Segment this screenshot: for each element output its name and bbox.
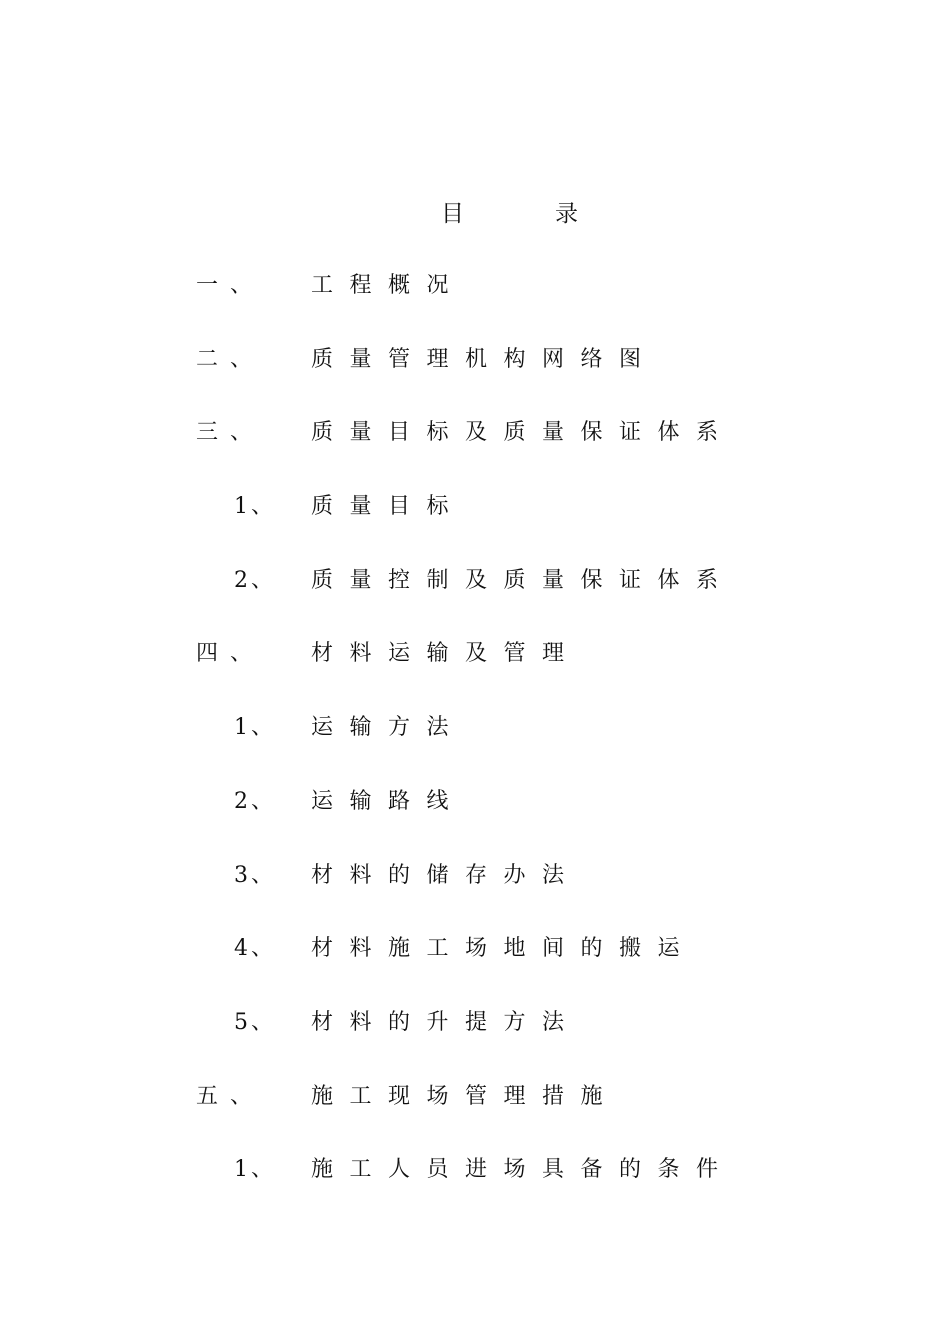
toc-entry-title: 质量管理机构网络图 bbox=[311, 346, 658, 372]
toc-entry-title: 质量目标 bbox=[311, 494, 466, 520]
toc-entry-number: 1、 bbox=[234, 494, 276, 520]
toc-entry-5 bbox=[0, 1079, 950, 1153]
toc-entry-number: 四、 bbox=[196, 641, 265, 667]
toc-title-char-2: 录 bbox=[555, 201, 578, 227]
toc-entry-number: 3、 bbox=[234, 862, 276, 888]
toc-entry-4 bbox=[0, 636, 950, 710]
toc-entry-2 bbox=[0, 342, 950, 416]
toc-entry-number: 二、 bbox=[196, 346, 265, 372]
toc-entry-5-1 bbox=[0, 1152, 950, 1226]
toc-entry-4-2 bbox=[0, 784, 950, 858]
toc-entry-number: 一、 bbox=[196, 273, 265, 298]
toc-entry-title: 运输路线 bbox=[311, 788, 466, 814]
toc-entry-number: 2、 bbox=[234, 788, 276, 814]
toc-entry-title: 材料施工场地间的搬运 bbox=[311, 936, 697, 962]
toc-entry-number: 五、 bbox=[196, 1083, 265, 1109]
toc-entry-4-3 bbox=[0, 858, 950, 932]
toc-entry-4-5 bbox=[0, 1005, 950, 1079]
toc-list bbox=[0, 268, 950, 1226]
toc-entry-title: 材料的储存办法 bbox=[311, 862, 581, 888]
toc-entry-title: 质量控制及质量保证体系 bbox=[311, 567, 735, 593]
toc-entry-3-2 bbox=[0, 563, 950, 637]
toc-entry-3-1 bbox=[0, 489, 950, 563]
toc-title bbox=[0, 196, 950, 232]
toc-entry-title: 工程概况 bbox=[311, 273, 466, 298]
toc-entry-number: 4、 bbox=[234, 936, 276, 962]
toc-entry-number: 1、 bbox=[234, 715, 276, 741]
toc-entry-3 bbox=[0, 415, 950, 489]
toc-entry-number: 三、 bbox=[196, 420, 265, 446]
toc-entry-4-1 bbox=[0, 710, 950, 784]
toc-entry-title: 质量目标及质量保证体系 bbox=[311, 420, 735, 446]
toc-entry-title: 施工人员进场具备的条件 bbox=[311, 1157, 735, 1183]
toc-entry-number: 2、 bbox=[234, 567, 276, 593]
toc-entry-title: 施工现场管理措施 bbox=[311, 1083, 620, 1109]
toc-title-char-1: 目 bbox=[441, 201, 464, 227]
toc-entry-title: 运输方法 bbox=[311, 715, 466, 741]
toc-entry-number: 5、 bbox=[234, 1009, 276, 1035]
toc-entry-4-4 bbox=[0, 931, 950, 1005]
toc-entry-title: 材料的升提方法 bbox=[311, 1009, 581, 1035]
toc-entry-title: 材料运输及管理 bbox=[311, 641, 581, 667]
toc-entry-1 bbox=[0, 268, 950, 342]
toc-entry-number: 1、 bbox=[234, 1157, 276, 1183]
